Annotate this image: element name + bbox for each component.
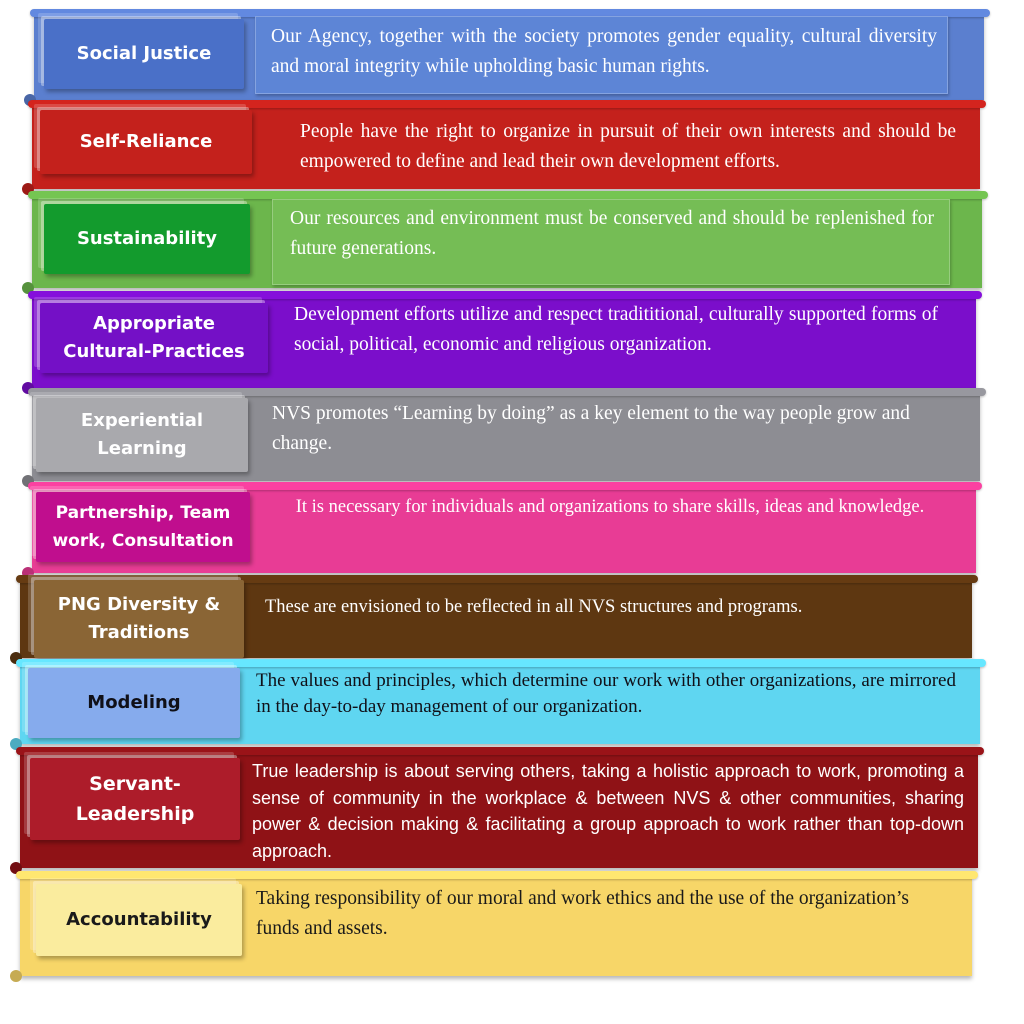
label-line: work, Consultation — [52, 531, 234, 551]
description-modeling: The values and principles, which determine our work with other organizations, are mirrored in the day-to-day management of our organization. — [256, 670, 956, 717]
label-png-diversity — [34, 580, 244, 658]
label-appropriate-cultural-practices — [40, 303, 268, 373]
label-line: Sustainability — [76, 228, 218, 249]
label-self-reliance — [40, 110, 252, 174]
description-social-justice: Our Agency, together with the society promotes gender equality, cultural diversity and moral integrity while upholding basic human rights. — [271, 26, 937, 77]
label-social-justice — [44, 19, 244, 89]
label-line: Servant- — [89, 773, 181, 795]
label-line: Leadership — [75, 803, 195, 825]
description-experiential-learning: NVS promotes “Learning by doing” as a key element to the way people grow and change. — [272, 403, 910, 454]
label-line: Partnership, Team — [55, 503, 231, 523]
label-experiential-learning — [36, 398, 248, 472]
label-line: Self-Reliance — [79, 131, 213, 152]
description-sustainability: Our resources and environment must be conserved and should be replenished for future generations. — [290, 208, 934, 259]
label-line: Modeling — [87, 692, 181, 713]
label-sustainability — [44, 204, 250, 274]
description-partnership: It is necessary for individuals and organizations to share skills, ideas and knowledge. — [295, 497, 925, 517]
label-line: PNG Diversity & — [57, 594, 221, 615]
label-line: Social Justice — [76, 43, 212, 64]
label-line: Cultural-Practices — [63, 341, 245, 362]
label-servant-leadership — [30, 758, 240, 840]
label-modeling — [28, 668, 240, 738]
label-line: Accountability — [66, 909, 212, 930]
label-line: Experiential — [80, 410, 204, 431]
description-appropriate-cultural-practices: Development efforts utilize and respect tradititional, culturally supported forms of social, political, economic and religious organization. — [294, 304, 938, 355]
description-png-diversity: These are envisioned to be reflected in all NVS structures and programs. — [265, 597, 803, 617]
label-accountability — [36, 884, 242, 956]
description-self-reliance: People have the right to organize in pursuit of their own interests and should be empowered to define and lead their own development efforts. — [300, 121, 956, 172]
label-line: Appropriate — [93, 313, 215, 334]
label-line: Traditions — [88, 622, 190, 643]
description-servant-leadership: True leadership is about serving others, taking a holistic approach to work, promoting a sense of community in the workplace & between NVS & other communities, sharing power & decision making & facilitating a group approach to work rather than top-down approach. — [252, 761, 964, 861]
description-accountability: Taking responsibility of our moral and work ethics and the use of the organization’s funds and assets. — [256, 888, 910, 939]
label-line: Learning — [97, 438, 187, 459]
label-partnership — [36, 492, 250, 562]
